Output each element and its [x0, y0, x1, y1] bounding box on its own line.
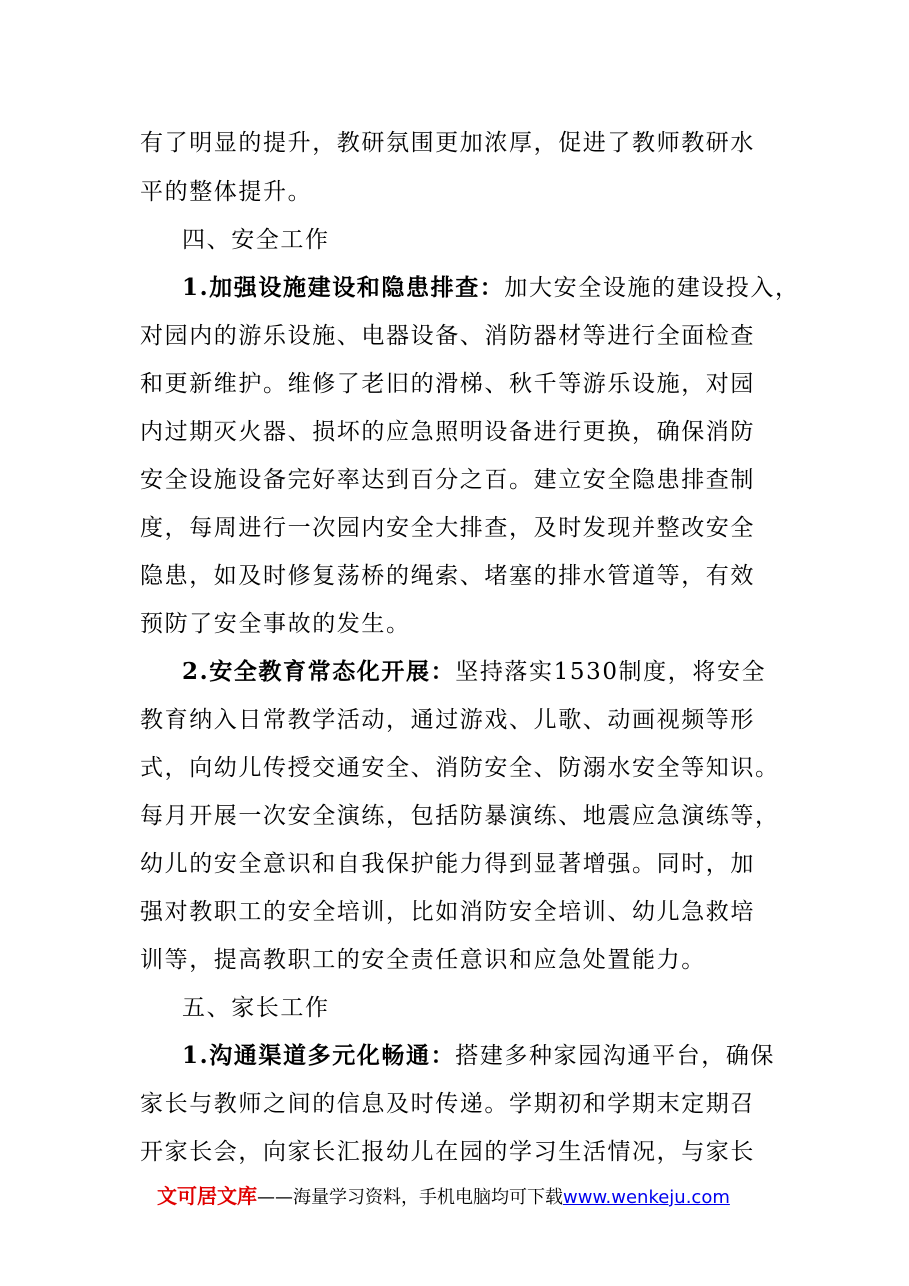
paragraph-line: 式，向幼儿传授交通安全、消防安全、防溺水安全等知识。	[140, 755, 780, 781]
paragraph-line: 强对教职工的安全培训，比如消防安全培训、幼儿急救培	[140, 899, 755, 925]
paragraph-line: 教育纳入日常教学活动，通过游戏、儿歌、动画视频等形	[140, 707, 755, 733]
paragraph-line: 开家长会，向家长汇报幼儿在园的学习生活情况，与家长	[140, 1139, 755, 1165]
paragraph-line: 有了明显的提升，教研氛围更加浓厚，促进了教师教研水	[140, 130, 755, 156]
bold-heading-facilities: 1.加强设施建设和隐患排查：	[182, 274, 505, 301]
paragraph-line: 每月开展一次安全演练，包括防暴演练、地震应急演练等，	[140, 803, 780, 829]
paragraph-line: 和更新维护。维修了老旧的滑梯、秋千等游乐设施，对园	[140, 371, 755, 397]
paragraph-line	[182, 657, 766, 687]
footer-website-link[interactable]: www.wenkeju.com	[563, 1187, 730, 1208]
paragraph-line: 训等，提高教职工的安全责任意识和应急处置能力。	[140, 947, 706, 973]
bold-heading-safety-education: 2.安全教育常态化开展：	[182, 658, 456, 685]
paragraph-text: 搭建多种家园沟通平台，确保	[455, 1043, 776, 1069]
paragraph-line	[182, 273, 800, 303]
paragraph-line: 安全设施设备完好率达到百分之百。建立安全隐患排查制	[140, 467, 755, 493]
footer-brand: 文可居文库	[157, 1184, 257, 1208]
paragraph-line: 幼儿的安全意识和自我保护能力得到显著增强。同时，加	[140, 851, 755, 877]
page-footer	[157, 1184, 730, 1210]
paragraph-line: 家长与教师之间的信息及时传递。学期初和学期末定期召	[140, 1091, 755, 1117]
section-heading-parents: 五、家长工作	[182, 995, 330, 1021]
paragraph-text: 坚持落实1530制度，将安全	[455, 659, 767, 685]
paragraph-line: 预防了安全事故的发生。	[140, 611, 411, 637]
paragraph-line: 内过期灭火器、损坏的应急照明设备进行更换，确保消防	[140, 419, 755, 445]
paragraph-line: 度，每周进行一次园内安全大排查，及时发现并整改安全	[140, 515, 755, 541]
paragraph-line: 对园内的游乐设施、电器设备、消防器材等进行全面检查	[140, 323, 755, 349]
paragraph-line	[182, 1041, 775, 1071]
paragraph-text: 加大安全设施的建设投入，	[504, 275, 800, 301]
section-heading-safety: 四、安全工作	[182, 227, 330, 253]
footer-tagline: ——海量学习资料，手机电脑均可下载	[257, 1187, 563, 1208]
bold-heading-communication: 1.沟通渠道多元化畅通：	[182, 1042, 456, 1069]
paragraph-line: 平的整体提升。	[140, 179, 313, 205]
paragraph-line: 隐患，如及时修复荡桥的绳索、堵塞的排水管道等，有效	[140, 563, 755, 589]
